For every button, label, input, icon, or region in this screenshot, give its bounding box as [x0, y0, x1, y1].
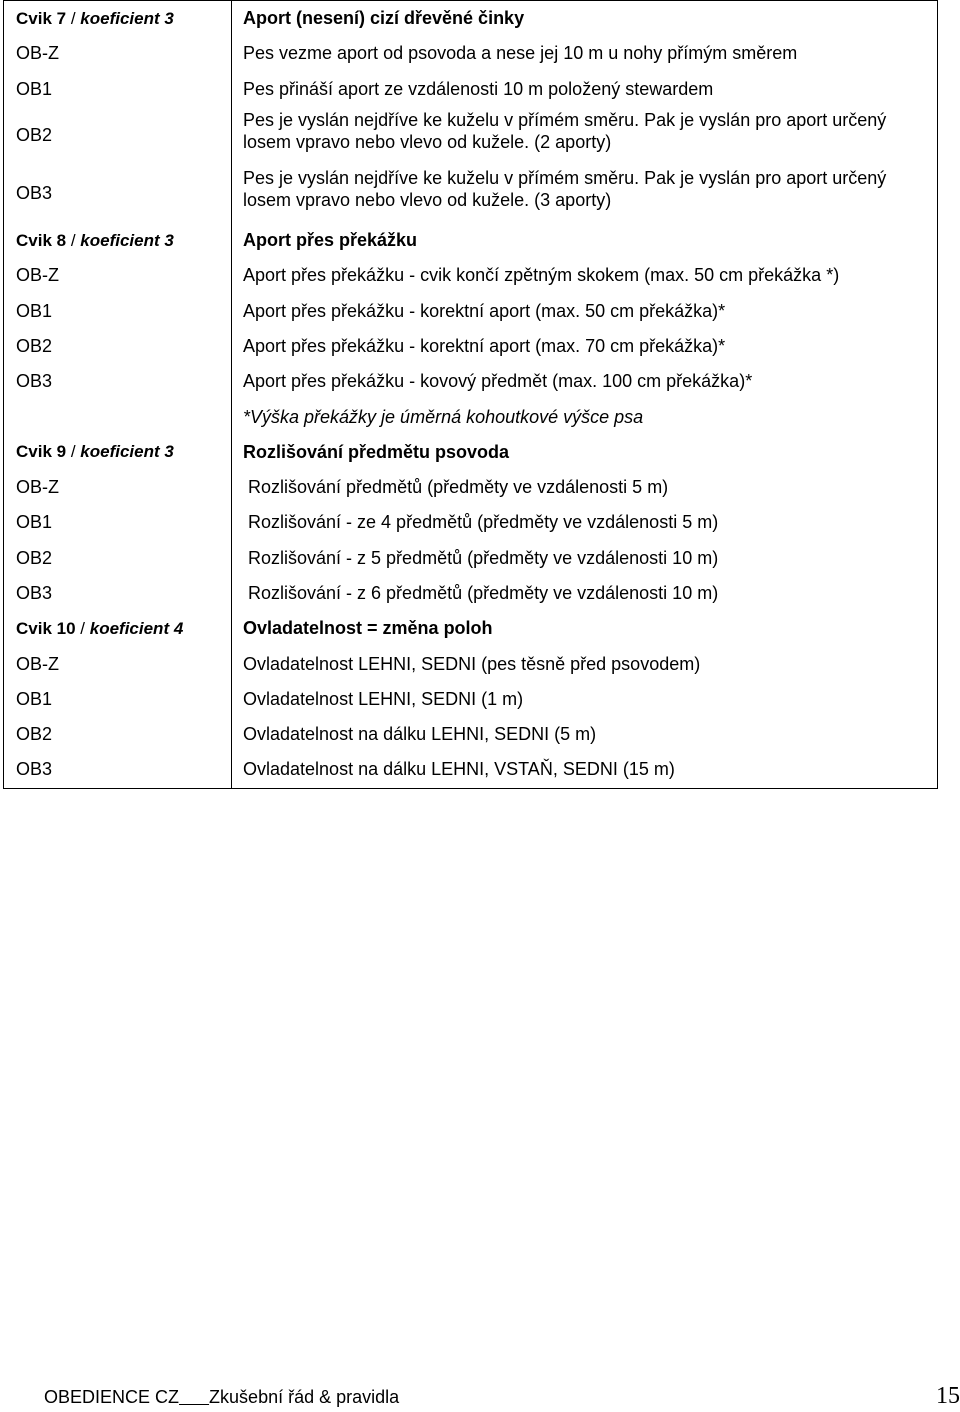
row-label: OB-Z: [16, 265, 59, 286]
row-label: OB-Z: [16, 477, 59, 498]
row-label: OB3: [16, 183, 53, 204]
section-heading: Aport přes překážku: [243, 230, 418, 251]
footer-title: OBEDIENCE CZ Zkušební řád & pravidla: [44, 1387, 400, 1407]
row-label: OB1: [16, 688, 53, 709]
row-text: Pes je vyslán nejdříve ke kuželu v přímém směru. Pak je vyslán pro aport určený losem vpravo nebo vlevo od kužele. (3 aporty): [243, 167, 887, 210]
section-heading: Ovladatelnost = změna poloh: [243, 618, 493, 639]
row-text: Ovladatelnost LEHNI, SEDNI (1 m): [243, 688, 524, 709]
section-heading: Rozlišování předmětu psovoda: [243, 441, 510, 462]
section-title-8: Cvik 8 / koeficient 3: [16, 230, 174, 250]
row-label: OB1: [16, 78, 53, 99]
row-label-empty: [4, 399, 231, 434]
row-label: OB2: [16, 125, 53, 146]
row-label: OB1: [16, 300, 53, 321]
row-text: Aport přes překážku - cvik končí zpětným skokem (max. 50 cm překážka *): [243, 265, 840, 286]
row-text: Rozlišování - z 5 předmětů (předměty ve vzdálenosti 10 m): [248, 547, 719, 568]
row-label: OB2: [16, 547, 53, 568]
row-text: Pes přináší aport ze vzdálenosti 10 m položený stewardem: [243, 78, 714, 99]
labels-column: [4, 1, 232, 789]
section-title-7: Cvik 7 / koeficient 3: [16, 8, 174, 28]
row-text: Ovladatelnost na dálku LEHNI, VSTAŇ, SEDNI (15 m): [243, 759, 675, 780]
exercise-table: [3, 0, 938, 789]
row-text: Rozlišování předmětů (předměty ve vzdálenosti 5 m): [248, 477, 669, 498]
row-text: Aport přes překážku - kovový předmět (max. 100 cm překážka)*: [243, 371, 753, 392]
row-label: OB2: [16, 335, 53, 356]
row-label: OB3: [16, 371, 53, 392]
row-text: Rozlišování - z 6 předmětů (předměty ve vzdálenosti 10 m): [248, 583, 719, 603]
section-title-10: Cvik 10 / koeficient 4: [16, 618, 184, 638]
row-label: OB1: [16, 512, 53, 533]
row-label: OB3: [16, 583, 53, 603]
row-label: OB-Z: [16, 43, 59, 64]
row-label: OB2: [16, 724, 53, 745]
row-label: OB-Z: [16, 653, 59, 674]
row-text: Pes je vyslán nejdříve ke kuželu v přímém směru. Pak je vyslán pro aport určený losem vpravo nebo vlevo od kužele. (2 aporty): [243, 109, 887, 152]
row-text: Rozlišování - ze 4 předmětů (předměty ve vzdálenosti 5 m): [248, 512, 719, 533]
row-text: Aport přes překážku - korektní aport (max. 70 cm překážka)*: [243, 335, 726, 356]
row-text: Ovladatelnost LEHNI, SEDNI (pes těsně před psovodem): [243, 653, 701, 674]
section-heading: Aport (nesení) cizí dřevěné činky: [243, 8, 525, 29]
row-text: Aport přes překážku - korektní aport (max. 50 cm překážka)*: [243, 300, 726, 321]
section-title-9: Cvik 9 / koeficient 3: [16, 442, 174, 462]
footnote: *Výška překážky je úměrná kohoutkové výšce psa: [243, 406, 644, 427]
row-label: OB3: [16, 759, 53, 780]
page-number: 15: [936, 1383, 960, 1409]
descriptions-column: [232, 1, 938, 789]
row-text: Ovladatelnost na dálku LEHNI, SEDNI (5 m): [243, 724, 597, 745]
row-text: Pes vezme aport od psovoda a nese jej 10 m u nohy přímým směrem: [243, 43, 798, 64]
